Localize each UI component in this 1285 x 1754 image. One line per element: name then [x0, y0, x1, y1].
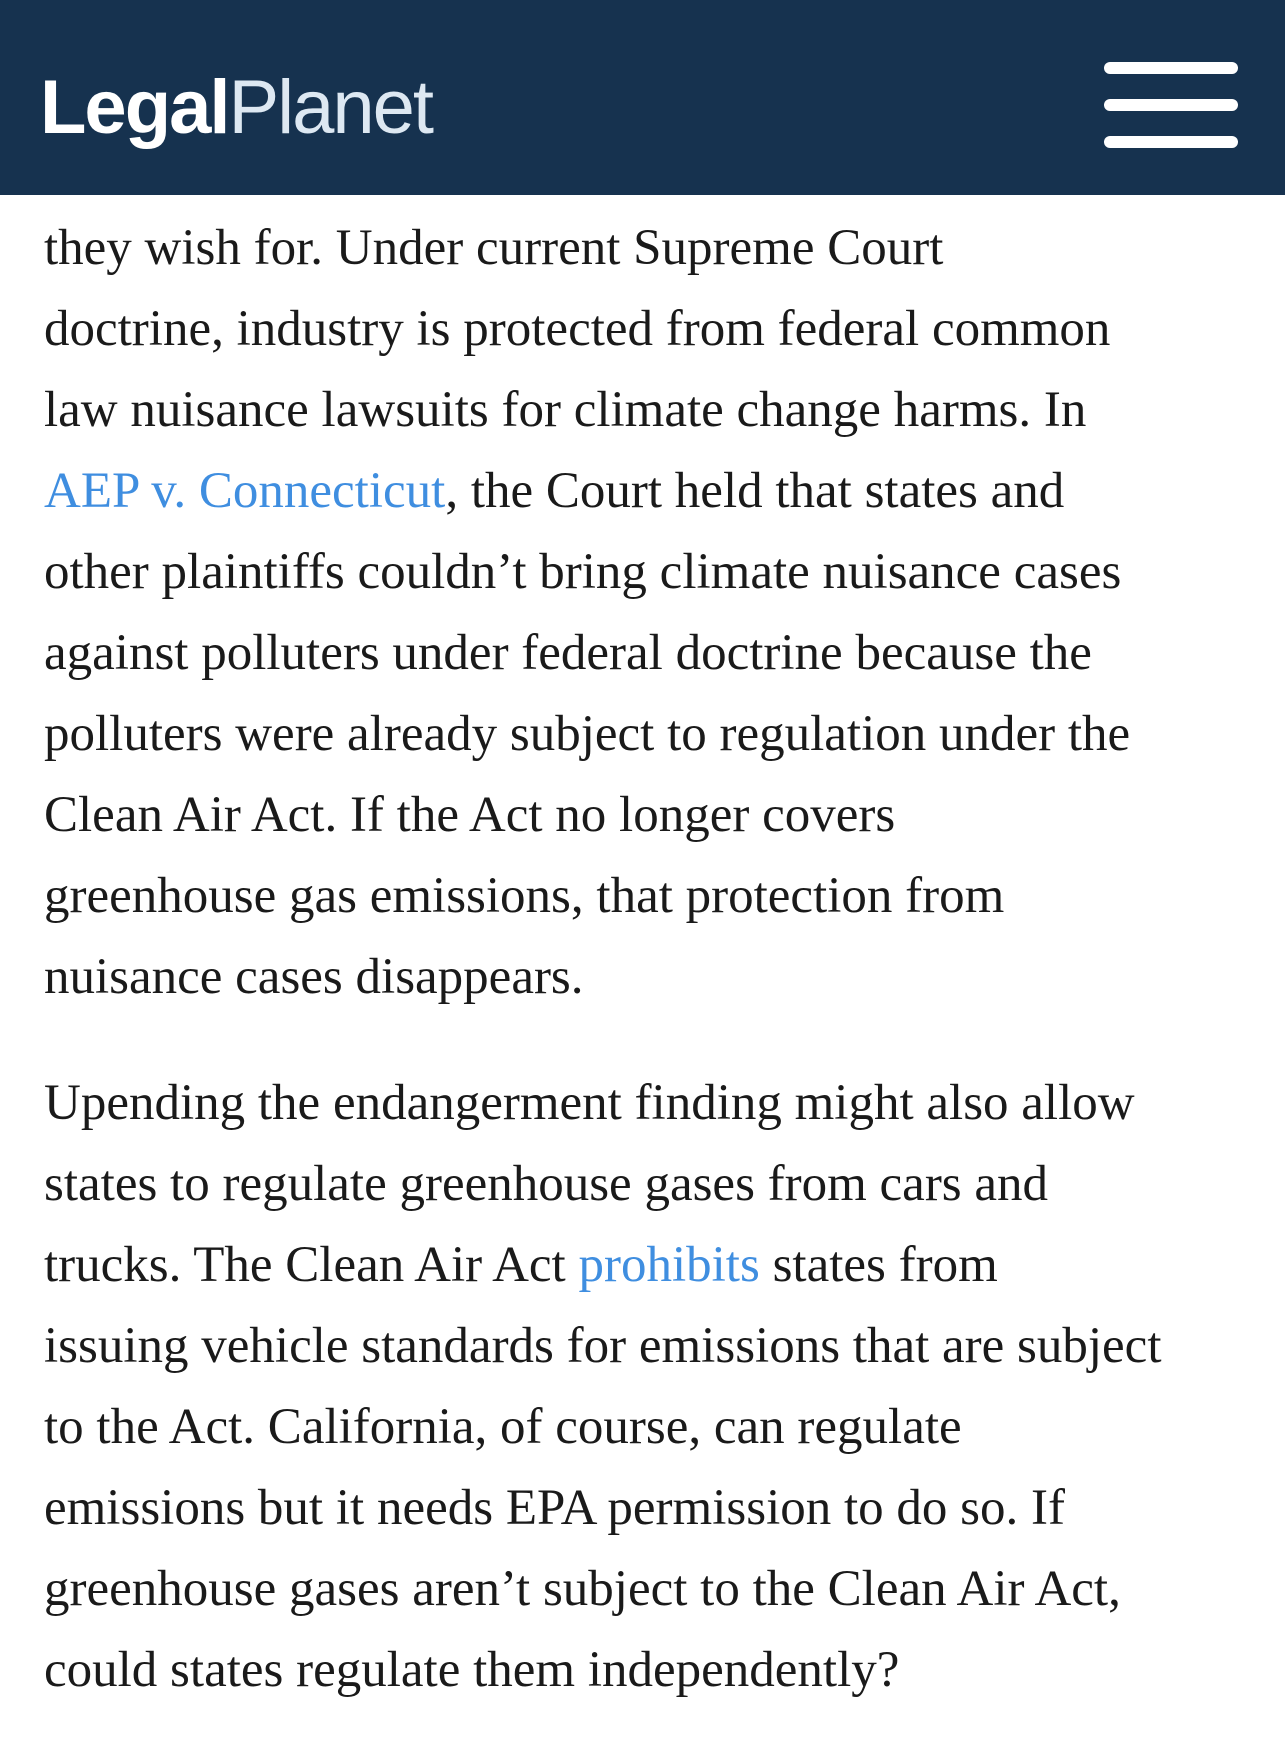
site-header	[0, 0, 1285, 195]
text-line: emissions but it needs EPA permission to do so. If	[44, 1480, 1065, 1536]
text-line	[44, 451, 1254, 532]
logo-planet-text: Planet	[228, 65, 432, 150]
paragraph-nuisance	[44, 208, 1254, 1018]
text-line: states to regulate greenhouse gases from cars and	[44, 1156, 1049, 1212]
text-line: could states regulate them independently?	[44, 1642, 900, 1698]
text-line: they wish for. Under current Supreme Court	[44, 220, 944, 276]
aep-v-connecticut-link[interactable]: AEP v. Connecticut	[44, 463, 446, 519]
prohibits-link[interactable]: prohibits	[578, 1237, 760, 1293]
menu-bar-top	[1104, 62, 1238, 74]
text-segment: states from	[759, 1237, 998, 1293]
article-body	[44, 208, 1254, 1711]
text-line: doctrine, industry is protected from federal common	[44, 301, 1111, 357]
text-line: against polluters under federal doctrine because the	[44, 625, 1092, 681]
site-logo[interactable]	[40, 58, 432, 158]
hamburger-menu-icon[interactable]	[1104, 62, 1238, 148]
text-line: to the Act. California, of course, can regulate	[44, 1399, 962, 1455]
text-line: Clean Air Act. If the Act no longer covers	[44, 787, 896, 843]
text-line: greenhouse gases aren’t subject to the Clean Air Act,	[44, 1561, 1121, 1617]
menu-bar-middle	[1104, 99, 1238, 111]
paragraph-endangerment	[44, 1063, 1254, 1711]
text-line: Upending the endangerment finding might also allow	[44, 1075, 1135, 1131]
text-line: polluters were already subject to regulation under the	[44, 706, 1131, 762]
text-line: greenhouse gas emissions, that protection from	[44, 868, 1005, 924]
text-line: law nuisance lawsuits for climate change harms. In	[44, 382, 1087, 438]
text-line: nuisance cases disappears.	[44, 949, 584, 1005]
text-line: issuing vehicle standards for emissions that are subject	[44, 1318, 1162, 1374]
logo-legal-text: Legal	[40, 65, 229, 150]
text-segment: trucks. The Clean Air Act	[44, 1237, 579, 1293]
text-line	[44, 1225, 1254, 1306]
menu-bar-bottom	[1104, 136, 1238, 148]
text-segment: , the Court held that states and	[445, 463, 1065, 519]
text-line: other plaintiffs couldn’t bring climate nuisance cases	[44, 544, 1122, 600]
